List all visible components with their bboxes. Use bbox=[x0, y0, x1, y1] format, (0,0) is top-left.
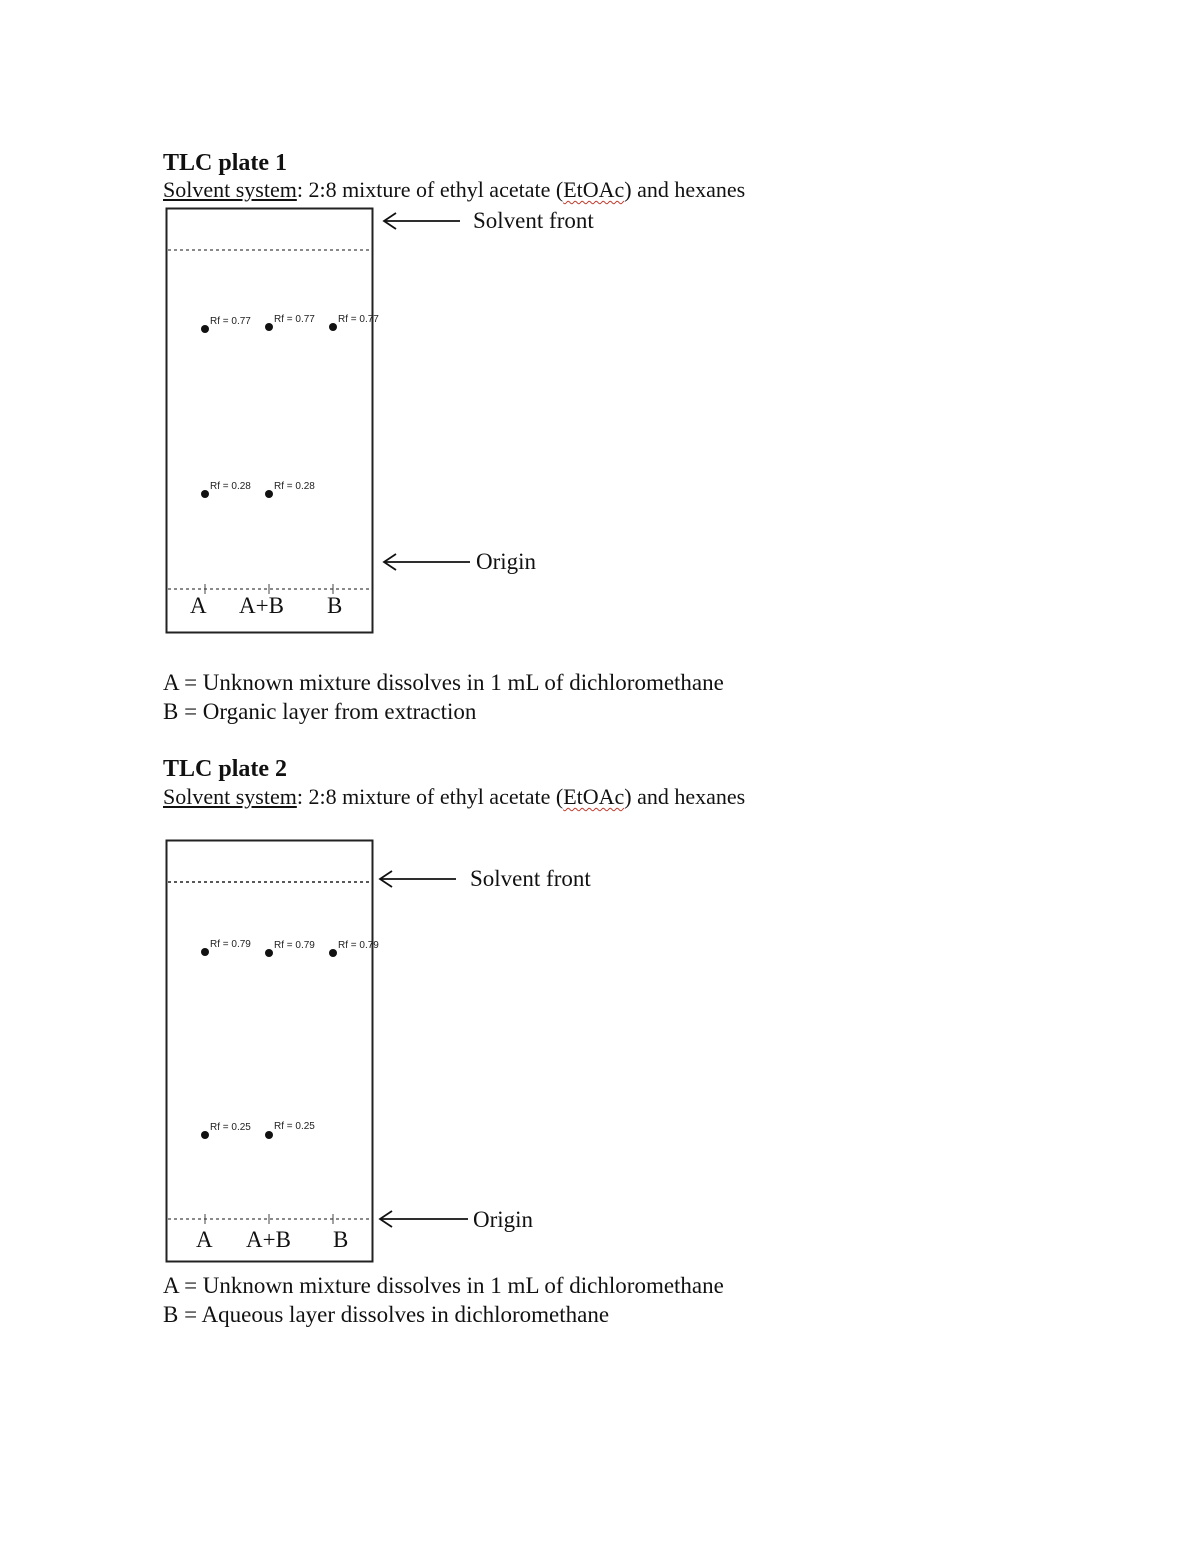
plate-1-title: TLC plate 1 bbox=[163, 150, 288, 176]
plate-1-legend-a: A = Unknown mixture dissolves in 1 mL of dichloromethane bbox=[163, 670, 724, 695]
solvent-abbr: EtOAc bbox=[563, 177, 625, 202]
plate-2-spot-a-lower bbox=[201, 1131, 209, 1139]
plate-2-rf-ab-lower: Rf = 0.25 bbox=[274, 1121, 315, 1132]
plate-1-lane-a: A bbox=[190, 593, 207, 618]
plate-2-rf-a-lower: Rf = 0.25 bbox=[210, 1122, 251, 1133]
plate-1-rf-a-upper: Rf = 0.77 bbox=[210, 316, 251, 327]
plate-1-solvent-front-label: Solvent front bbox=[473, 208, 594, 233]
plate-2-lane-ab: A+B bbox=[246, 1227, 291, 1252]
plate-1-lane-b: B bbox=[327, 593, 343, 618]
plate-2-spot-ab-lower bbox=[265, 1131, 273, 1139]
plate-2-spot-b-upper bbox=[329, 949, 337, 957]
solvent-abbr: EtOAc bbox=[563, 784, 625, 809]
plate-1-legend-b: B = Organic layer from extraction bbox=[163, 699, 477, 724]
solvent-text-after: ) and hexanes bbox=[624, 784, 746, 809]
plate-2-lane-a: A bbox=[196, 1227, 213, 1252]
plate-1-rf-ab-upper: Rf = 0.77 bbox=[274, 314, 315, 325]
plate-2-title: TLC plate 2 bbox=[163, 756, 288, 782]
solvent-text-before: : 2:8 mixture of ethyl acetate ( bbox=[296, 784, 564, 809]
plate-2-lane-b: B bbox=[333, 1227, 349, 1252]
solvent-text-before: : 2:8 mixture of ethyl acetate ( bbox=[296, 177, 564, 202]
plate-1-rf-a-lower: Rf = 0.28 bbox=[210, 481, 251, 492]
plate-2-spot-ab-upper bbox=[265, 949, 273, 957]
plate-1-lane-ab: A+B bbox=[239, 593, 284, 618]
plate-1-origin-label: Origin bbox=[476, 549, 537, 574]
plate-2-legend-b: B = Aqueous layer dissolves in dichloromethane bbox=[163, 1302, 610, 1327]
plate-2-rf-a-upper: Rf = 0.79 bbox=[210, 939, 251, 950]
plate-1-rf-ab-lower: Rf = 0.28 bbox=[274, 481, 315, 492]
plate-2-origin-label: Origin bbox=[473, 1207, 534, 1232]
solvent-system-label: Solvent system bbox=[163, 177, 297, 202]
plate-2-rf-b-upper: Rf = 0.79 bbox=[338, 940, 379, 951]
plate-2-legend-a: A = Unknown mixture dissolves in 1 mL of dichloromethane bbox=[163, 1273, 724, 1298]
plate-2-solvent-front-label: Solvent front bbox=[470, 866, 591, 891]
plate-1-rf-b-upper: Rf = 0.77 bbox=[338, 314, 379, 325]
solvent-text-after: ) and hexanes bbox=[624, 177, 746, 202]
solvent-system-label: Solvent system bbox=[163, 784, 297, 809]
plate-2-border bbox=[167, 841, 373, 1262]
plate-2-rf-ab-upper: Rf = 0.79 bbox=[274, 940, 315, 951]
plate-2-spot-a-upper bbox=[201, 948, 209, 956]
